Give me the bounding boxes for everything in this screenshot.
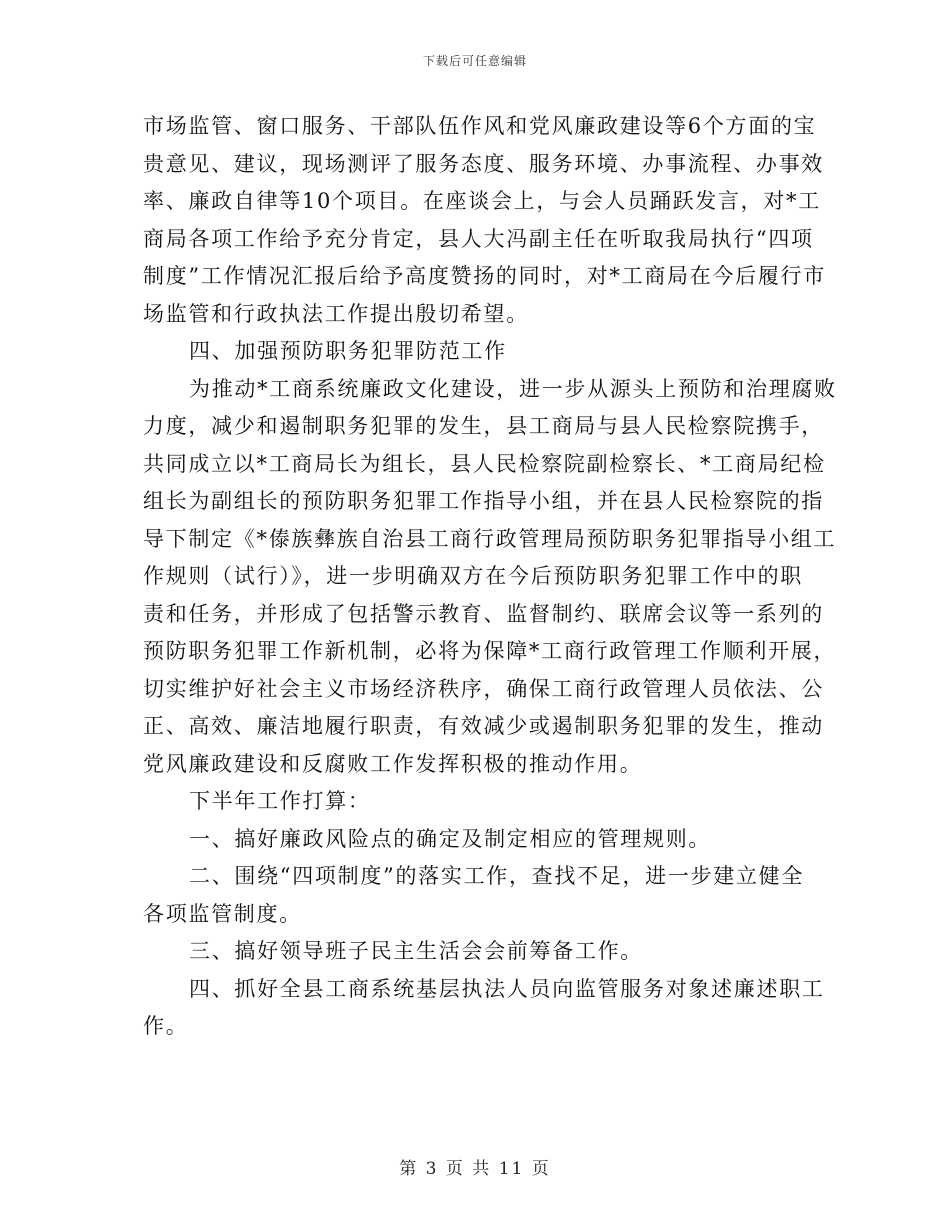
text-line: 贵意见、建议，现场测评了服务态度、服务环境、办事流程、办事效 — [143, 151, 824, 176]
text-line: 市场监管、窗口服务、干部队伍作风和党风廉政建设等6个方面的宝 — [143, 114, 817, 138]
text-line: 四、抓好全县工商系统基层执法人员向监管服务对象述廉述职工 — [189, 976, 825, 1001]
text-line: 预防职务犯罪工作新机制，必将为保障*工商行政管理工作顺利开展， — [143, 639, 837, 663]
text-line: 为推动*工商系统廉政文化建设，进一步从源头上预防和治理腐败 — [189, 376, 837, 401]
text-line: 党风廉政建设和反腐败工作发挥积极的推动作用。 — [143, 751, 643, 776]
text-line: 场监管和行政执法工作提出殷切希望。 — [143, 301, 529, 326]
text-line: 商局各项工作给予充分肯定，县人大冯副主任在听取我局执行“四项 — [143, 226, 814, 251]
text-line: 共同成立以*工商局长为组长，县人民检察院副检察长、*工商局纪检 — [143, 451, 826, 476]
text-line: 组长为副组长的预防职务犯罪工作指导小组，并在县人民检察院的指 — [143, 489, 824, 513]
text-line: 导下制定《*傣族彝族自治县工商行政管理局预防职务犯罪指导小组工 — [143, 526, 837, 551]
page-header: 下载后可任意编辑 — [422, 54, 527, 68]
text-line: 力度，减少和遏制职务犯罪的发生，县工商局与县人民检察院携手， — [143, 414, 824, 438]
text-line: 正、高效、廉洁地履行职责，有效减少或遏制职务犯罪的发生，推动 — [143, 714, 824, 738]
text-line: 责和任务，并形成了包括警示教育、监督制约、联席会议等一系列的 — [143, 601, 824, 626]
text-line: 切实维护好社会主义市场经济秩序，确保工商行政管理人员依法、公 — [143, 676, 824, 701]
page-footer: 第 3 页 共 11 页 — [399, 1159, 551, 1179]
text-line: 率、廉政自律等10个项目。在座谈会上，与会人员踊跃发言，对*工 — [143, 189, 821, 213]
text-line: 作。 — [143, 1014, 189, 1038]
text-line: 三、搞好领导班子民主生活会会前筹备工作。 — [189, 939, 643, 963]
text-line: 四、加强预防职务犯罪防范工作 — [189, 339, 507, 363]
document-body — [143, 108, 837, 1046]
text-line: 制度”工作情况汇报后给予高度赞扬的同时，对*工商局在今后履行市 — [143, 264, 826, 288]
text-line: 一、搞好廉政风险点的确定及制定相应的管理规则。 — [189, 826, 712, 851]
text-line: 下半年工作打算： — [189, 789, 371, 813]
text-line: 作规则（试行）》，进一步明确双方在今后预防职务犯罪工作中的职 — [143, 564, 803, 588]
text-line: 二、围绕“四项制度”的落实工作，查找不足，进一步建立健全 — [189, 864, 805, 888]
text-line: 各项监管制度。 — [143, 901, 302, 926]
